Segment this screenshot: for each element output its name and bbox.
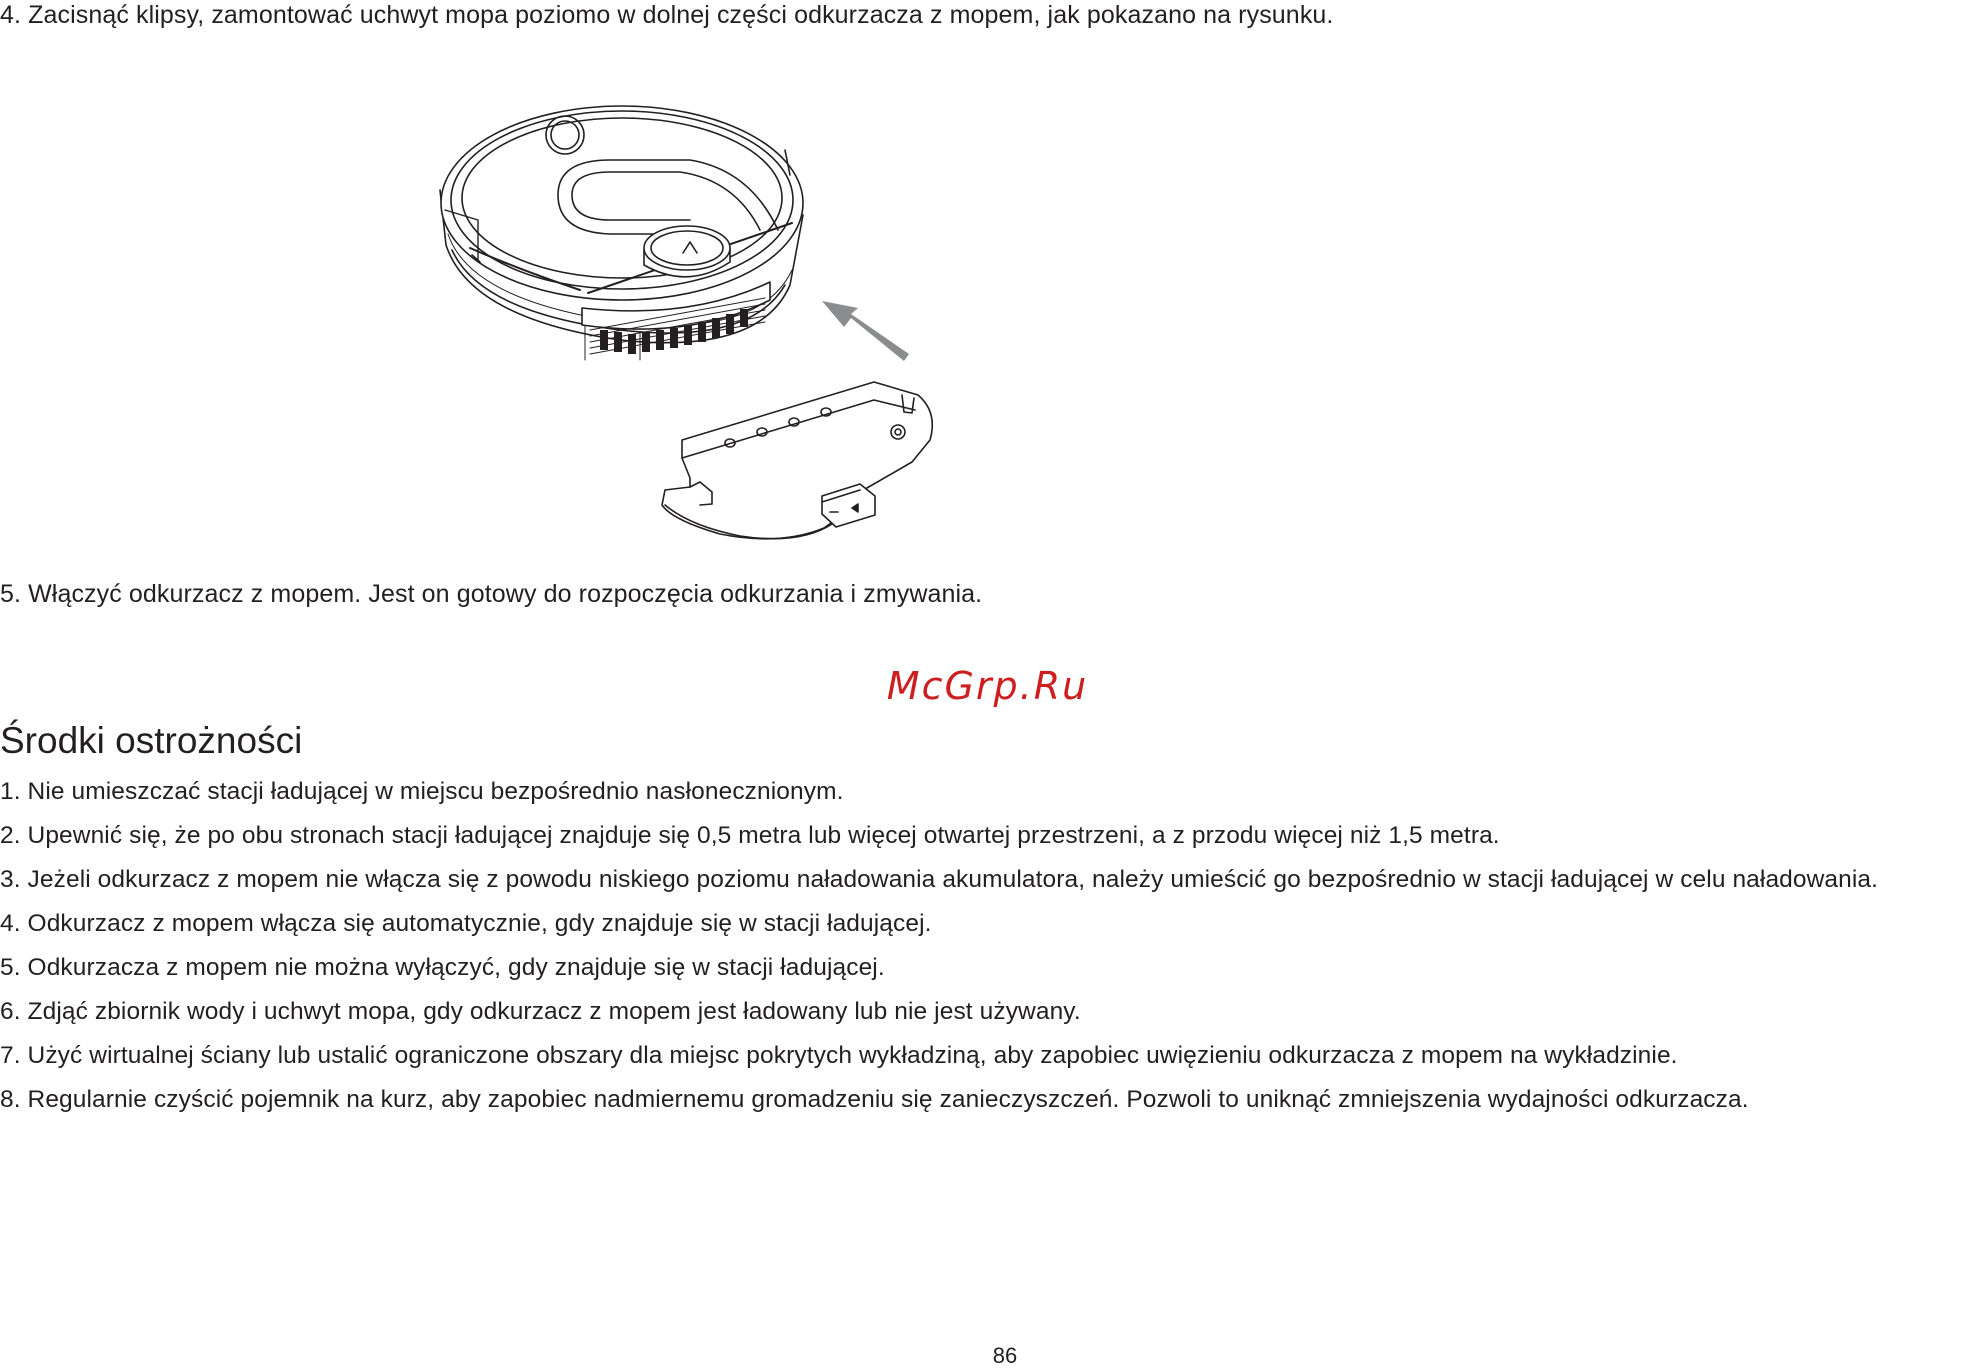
watermark: McGrp.Ru bbox=[886, 664, 1089, 708]
section-title: Środki ostrożności bbox=[0, 720, 303, 761]
instruction-step-4: 4. Zacisnąć klipsy, zamontować uchwyt mopa poziomo w dolnej części odkurzacza z mopem, jak pokazano na rysunku. bbox=[0, 1, 1334, 29]
list-item: 2. Upewnić się, że po obu stronach stacji ładującej znajduje się 0,5 metra lub więcej otwartej przestrzeni, a z przodu więcej niż 1,5 metra. bbox=[0, 822, 1500, 849]
list-item: 3. Jeżeli odkurzacz z mopem nie włącza się z powodu niskiego poziomu naładowania akumulatora, należy umieścić go bezpośrednio w stacji ładującej w celu naładowania. bbox=[0, 866, 1879, 893]
robot-vacuum-drawing bbox=[440, 106, 803, 360]
insert-arrow-icon bbox=[822, 301, 909, 361]
precautions-list bbox=[0, 773, 1970, 1125]
list-item: 5. Odkurzacza z mopem nie można wyłączyć, gdy znajduje się w stacji ładującej. bbox=[0, 954, 885, 981]
list-item: 6. Zdjąć zbiornik wody i uchwyt mopa, gdy odkurzacz z mopem jest ładowany lub nie jest używany. bbox=[0, 998, 1081, 1025]
page-number: 86 bbox=[992, 1343, 1018, 1368]
list-item: 7. Użyć wirtualnej ściany lub ustalić ograniczone obszary dla miejsc pokrytych wykładziną, aby zapobiec uwięzieniu odkurzacza z mopem na wykładzinie. bbox=[0, 1042, 1678, 1069]
list-item: 4. Odkurzacz z mopem włącza się automatycznie, gdy znajduje się w stacji ładującej. bbox=[0, 910, 932, 937]
instruction-step-5: 5. Włączyć odkurzacz z mopem. Jest on gotowy do rozpoczęcia odkurzania i zmywania. bbox=[0, 580, 983, 608]
mop-holder-drawing bbox=[662, 382, 932, 539]
list-item: 8. Regularnie czyścić pojemnik na kurz, aby zapobiec nadmiernemu gromadzeniu się zanieczyszczeń. Pozwoli to uniknąć zmniejszenia wydajności odkurzacza. bbox=[0, 1086, 1749, 1113]
list-item: 1. Nie umieszczać stacji ładującej w miejscu bezpośrednio nasłonecznionym. bbox=[0, 778, 844, 805]
robot-mop-installation-illustration bbox=[430, 80, 970, 550]
